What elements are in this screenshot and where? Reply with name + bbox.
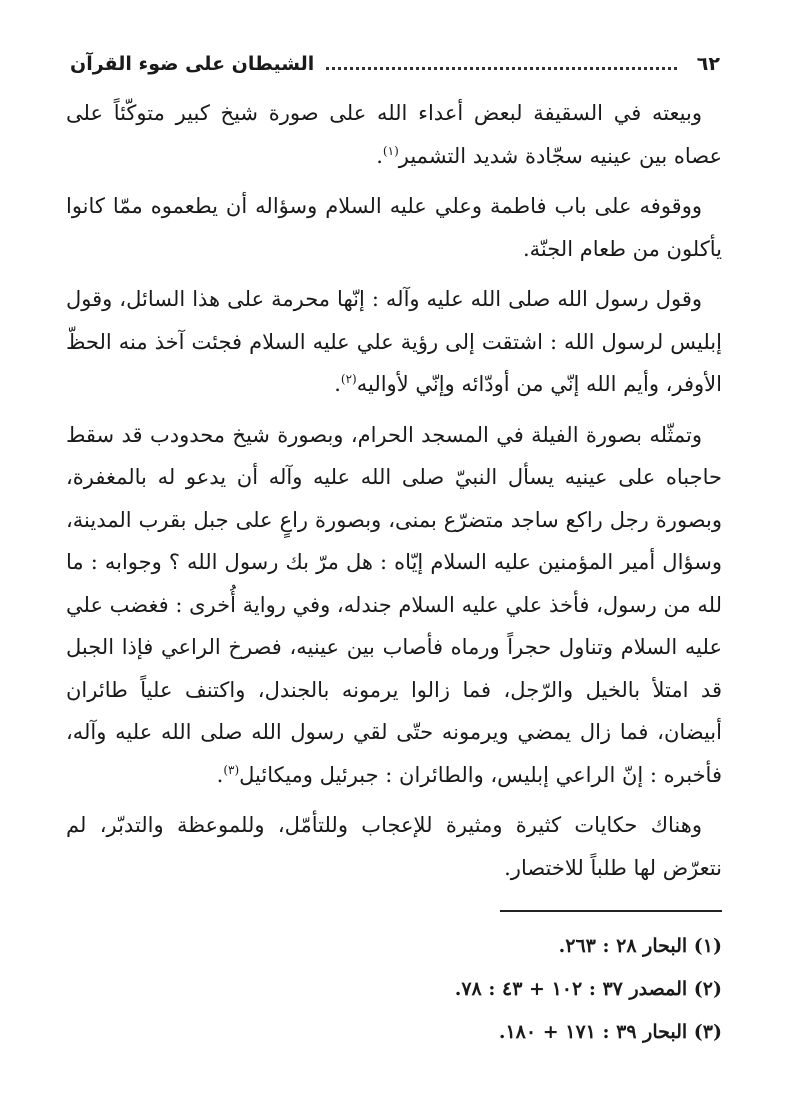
footnote-1: (١) البحار ٢٨ : ٢٦٣. (558, 935, 722, 957)
footnotes (66, 925, 722, 1054)
header-dot-leader (326, 67, 677, 70)
footnote-separator (500, 910, 722, 912)
paragraph-2: ووقوفه على باب فاطمة وعلي عليه السلام وسؤاله أن يطعموه ممّا كانوا يأكلون من طعام الجنّة. (66, 194, 722, 261)
book-title: الشيطان على ضوء القرآن (70, 53, 315, 75)
paragraph-1: وبيعته في السقيفة لبعض أعداء الله على صورة شيخ كبير متوكّئاً على عصاه بين عينيه سجّادة شديد التشمير$^{(١)}$. (66, 101, 722, 168)
running-header (70, 44, 720, 84)
footnote-ref-3: (٣) (223, 762, 240, 777)
footnote-ref-1: (١) (382, 143, 399, 158)
page-number: ٦٢ (696, 53, 720, 75)
footnote-2: (٢) المصدر ٣٧ : ١٠٢ + ٤٣ : ٧٨. (454, 978, 722, 1000)
paragraph-3: وقول رسول الله صلى الله عليه وآله : إنّها محرمة على هذا السائل، وقول إبليس لرسول الله : اشتقت إلى رؤية علي عليه السلام فجئت آخذ منه الحظّ الأوفر، وأيم الله إنّي من أودّائه وإنّي لأواليه$^{(٢)}$. (66, 287, 722, 396)
footnote-3: (٣) البحار ٣٩ : ١٧١ + ١٨٠. (498, 1021, 722, 1043)
paragraph-5: وهناك حكايات كثيرة ومثيرة للإعجاب وللتأمّل، وللموعظة والتدبّر، لم نتعرّض لها طلباً للاختصار. (66, 813, 722, 880)
paragraph-4: وتمثّله بصورة الفيلة في المسجد الحرام، وبصورة شيخ محدودب قد سقط حاجباه على عينيه يسأل النبيّ صلى الله عليه وآله أن يدعو له بالمغفرة، وبصورة رجل راكع ساجد متضرّع بمنى، وبصورة راعٍ على جبل بقرب المدينة، وسؤال أمير المؤمنين عليه السلام إيّاه : هل مرّ بك رسول الله ؟ وجوابه : ما لله من رسول، فأخذ علي عليه السلام جندله، وفي رواية أُخرى : فغضب علي عليه السلام وتناول حجراً ورماه فأصاب بين عينيه، فصرخ الراعي فإذا الجبل قد امتلأ بالخيل والرّجل، فما زالوا يرمونه بالجندل، واكتنف علياً طائران أبيضان، فما زال يمضي ويرمونه حتّى لقي رسول الله صلى الله عليه وآله، فأخبره : إنّ الراعي إبليس، والطائران : جبرئيل وميكائيل$^{(٣)}$. (66, 422, 722, 787)
footnote-ref-2: (٢) (340, 372, 357, 386)
main-text (66, 92, 722, 889)
